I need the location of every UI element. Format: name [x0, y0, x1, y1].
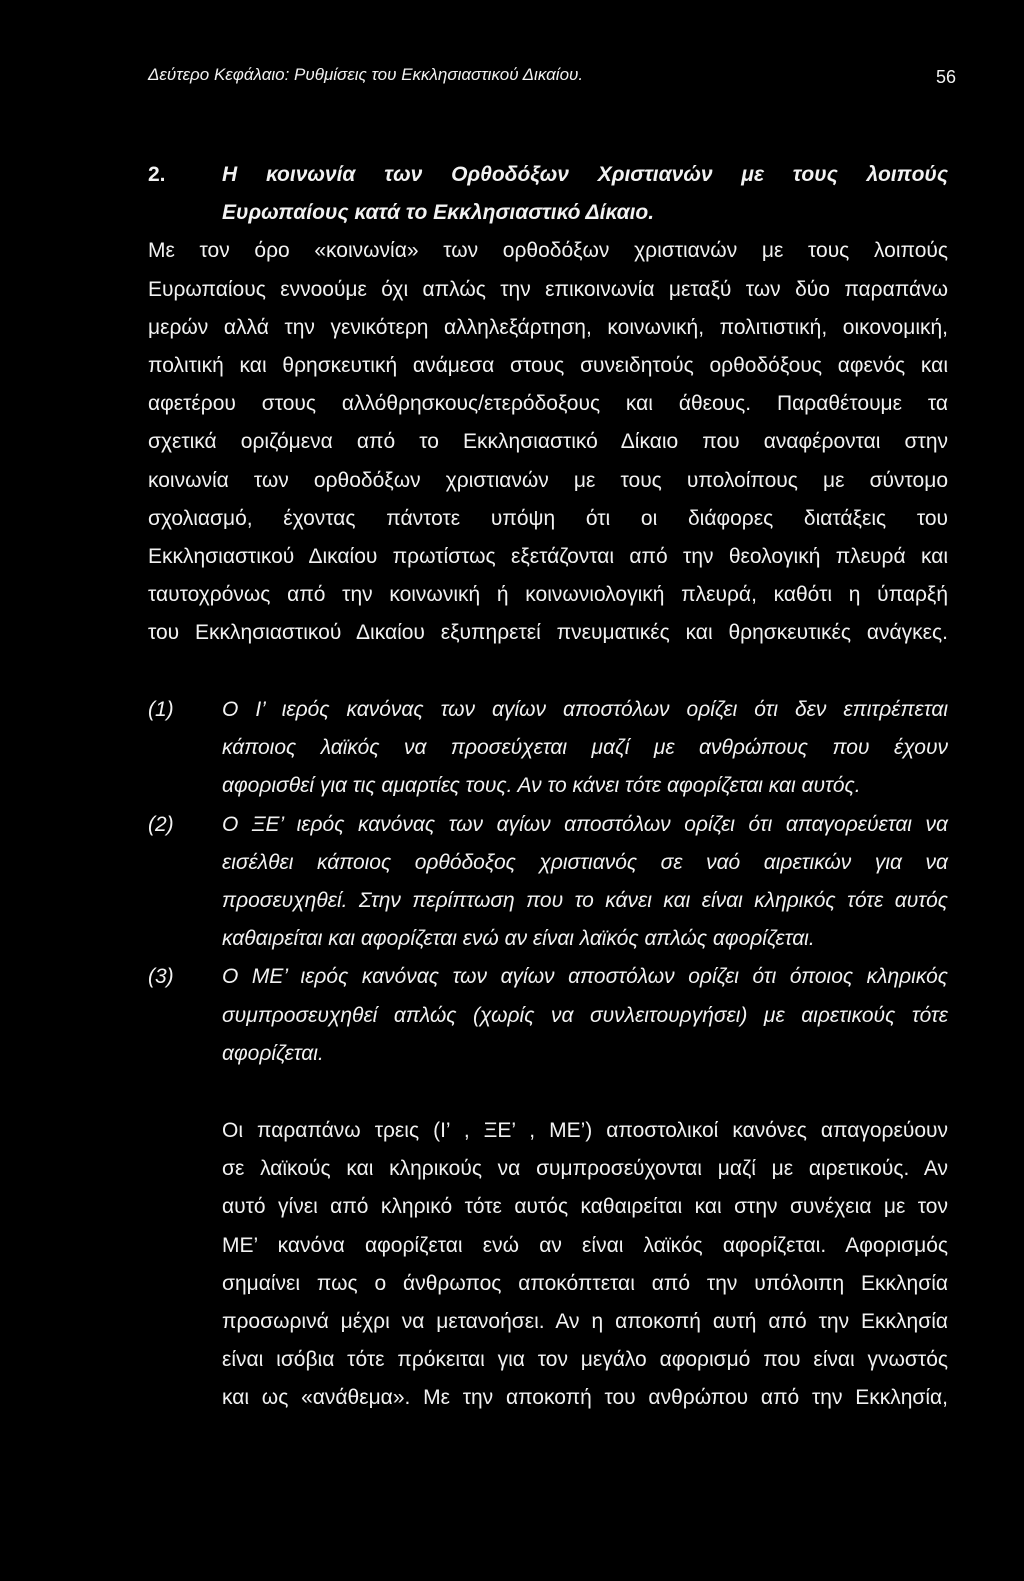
- canon-line: καθαιρείται και αφορίζεται ενώ αν είναι λαϊκός απλώς αφορίζεται.: [222, 927, 815, 951]
- canon-line: αφορισθεί για τις αμαρτίες τους. Αν το κάνει τότε αφορίζεται και αυτός.: [222, 774, 861, 798]
- section-title-line: Η κοινωνία των Ορθοδόξων Χριστιανών με τους λοιπούς: [222, 163, 948, 186]
- canon-text: [222, 806, 948, 959]
- section-heading: [148, 156, 948, 232]
- intro-line: Ευρωπαίους εννοούμε όχι απλώς την επικοινωνία μεταξύ των δύο παραπάνω: [148, 277, 948, 301]
- commentary-line: σημαίνει πως ο άνθρωπος αποκόπτεται από την υπόλοιπη Εκκλησία: [222, 1271, 948, 1295]
- section-number: 2.: [148, 163, 166, 186]
- commentary-line: είναι ισόβια τότε πρόκειται για τον μεγάλο αφορισμό που είναι γνωστός: [222, 1348, 948, 1372]
- canon-item: [148, 806, 948, 959]
- canon-text: [222, 958, 948, 1073]
- intro-line: μερών αλλά την γενικότερη αλληλεξάρτηση, κοινωνική, πολιτιστική, οικονομική,: [148, 315, 948, 339]
- canon-marker: (2): [148, 812, 174, 836]
- commentary-line: αυτό γίνει από κληρικό τότε αυτός καθαιρείται και στην συνέχεια με τον: [222, 1195, 948, 1219]
- intro-line: σχολιασμό, έχοντας πάντοτε υπόψη ότι οι διάφορες διατάξεις του: [148, 506, 948, 530]
- canon-line: προσευχηθεί. Στην περίπτωση που το κάνει και είναι κληρικός τότε αυτός: [222, 889, 948, 913]
- commentary-line: Οι παραπάνω τρεις (Ι’ , ΞΕ’ , ΜΕ’) αποστολικοί κανόνες απαγορεύουν: [222, 1119, 948, 1142]
- canon-line: συμπροσευχηθεί απλώς (χωρίς να συνλειτουργήσει) με αιρετικούς τότε: [222, 1003, 948, 1027]
- intro-line: Με τον όρο «κοινωνία» των ορθοδόξων χριστιανών με τους λοιπούς: [148, 239, 948, 263]
- commentary-line: και ως «ανάθεμα». Με την αποκοπή του ανθρώπου από την Εκκλησία,: [222, 1386, 948, 1410]
- canon-line: Ο ΜΕ’ ιερός κανόνας των αγίων αποστόλων ορίζει ότι όποιος κληρικός: [222, 965, 948, 989]
- intro-line: πολιτική και θρησκευτική ανάμεσα στους συνειδητούς ορθοδόξους αφενός και: [148, 354, 948, 377]
- running-header-title: Δεύτερο Κεφάλαιο: Ρυθμίσεις του Εκκλησιαστικού Δικαίου.: [148, 65, 584, 84]
- intro-line: ταυτοχρόνως από την κοινωνική ή κοινωνιολογική πλευρά, καθότι η ύπαρξή: [148, 583, 948, 607]
- canon-line: Ο ΞΕ’ ιερός κανόνας των αγίων αποστόλων ορίζει ότι απαγορεύεται να: [222, 812, 948, 836]
- intro-line: αφετέρου στους αλλόθρησκους/ετερόδοξους και άθεους. Παραθέτουμε τα: [148, 392, 948, 416]
- commentary-line: ΜΕ’ κανόνα αφορίζεται ενώ αν είναι λαϊκός αφορίζεται. Αφορισμός: [222, 1233, 948, 1257]
- canon-text: [222, 691, 948, 806]
- section-title-line: Ευρωπαίους κατά το Εκκλησιαστικό Δίκαιο.: [222, 201, 655, 225]
- commentary-paragraph: [222, 1112, 948, 1418]
- canon-list: [148, 691, 948, 1073]
- commentary-line: προσωρινά μέχρι να μετανοήσει. Αν η αποκοπή αυτή από την Εκκλησία: [222, 1310, 948, 1334]
- commentary-line: σε λαϊκούς και κληρικούς να συμπροσεύχονται μαζί με αιρετικούς. Αν: [222, 1157, 948, 1181]
- canon-item: [148, 958, 948, 1073]
- intro-paragraph: [148, 232, 948, 652]
- intro-line: Εκκλησιαστικού Δικαίου πρωτίστως εξετάζονται από την θεολογική πλευρά και: [148, 545, 948, 569]
- section-title: [222, 156, 948, 232]
- intro-line: του Εκκλησιαστικού Δικαίου εξυπηρετεί πνευματικές και θρησκευτικές ανάγκες.: [148, 621, 948, 645]
- page-number: 56: [935, 67, 956, 87]
- canon-item: [148, 691, 948, 806]
- intro-line: κοινωνία των ορθοδόξων χριστιανών με τους υπολοίπους με σύντομο: [148, 468, 948, 492]
- canon-marker: (1): [148, 698, 174, 721]
- canon-line: εισέλθει κάποιος ορθόδοξος χριστιανός σε ναό αιρετικών για να: [222, 850, 948, 874]
- canon-line: κάποιος λαϊκός να προσεύχεται μαζί με ανθρώπους που έχουν: [222, 736, 948, 760]
- intro-line: σχετικά οριζόμενα από το Εκκλησιαστικό Δίκαιο που αναφέρονται στην: [148, 430, 948, 454]
- canon-marker: (3): [148, 965, 174, 989]
- canon-line: Ο Ι’ ιερός κανόνας των αγίων αποστόλων ορίζει ότι δεν επιτρέπεται: [222, 698, 948, 721]
- canon-line: αφορίζεται.: [222, 1041, 324, 1065]
